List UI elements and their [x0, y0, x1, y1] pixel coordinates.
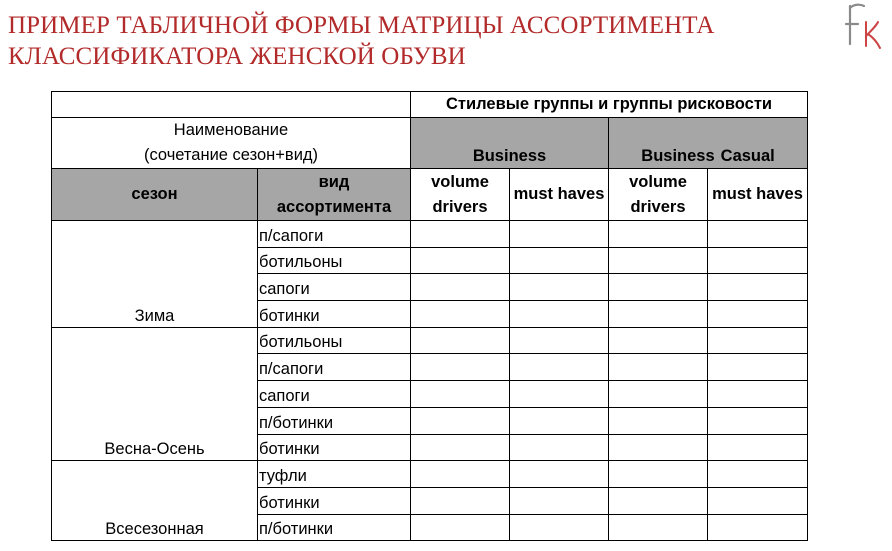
- type-cell: туфли: [258, 461, 411, 488]
- data-cell[interactable]: [708, 407, 808, 434]
- style-groups-header: Стилевые группы и группы рисковости: [411, 92, 808, 118]
- volume-line-1: volume: [629, 172, 687, 191]
- data-cell[interactable]: [411, 354, 510, 381]
- data-cell[interactable]: [609, 221, 708, 248]
- type-column-header-line-1: вид: [318, 172, 350, 191]
- data-cell[interactable]: [708, 221, 808, 248]
- data-cell[interactable]: [708, 301, 808, 328]
- group-business-header: Business: [411, 118, 609, 169]
- volume-line-2: drivers: [432, 197, 488, 216]
- business-must-haves-header: must haves: [510, 169, 609, 221]
- type-cell: ботинки: [258, 434, 411, 461]
- type-cell: п/сапоги: [258, 354, 411, 381]
- data-cell[interactable]: [510, 407, 609, 434]
- season-cell: Всесезонная: [52, 461, 258, 541]
- business-volume-drivers-header: [411, 169, 510, 221]
- data-cell[interactable]: [609, 487, 708, 514]
- type-column-header-line-2: ассортимента: [276, 197, 392, 216]
- data-cell[interactable]: [609, 461, 708, 488]
- data-cell[interactable]: [708, 327, 808, 354]
- data-cell[interactable]: [510, 327, 609, 354]
- data-cell[interactable]: [411, 407, 510, 434]
- volume-line-2: drivers: [630, 197, 686, 216]
- brand-logo-icon: [836, 0, 892, 56]
- data-cell[interactable]: [411, 434, 510, 461]
- page-title: [8, 10, 808, 72]
- season-cell: Весна-Осень: [52, 327, 258, 460]
- data-cell[interactable]: [609, 247, 708, 274]
- casual-must-haves-header: must haves: [708, 169, 808, 221]
- data-cell[interactable]: [609, 354, 708, 381]
- data-cell[interactable]: [411, 301, 510, 328]
- type-cell: п/ботинки: [258, 514, 411, 541]
- group-business-casual-header: [609, 118, 808, 169]
- data-cell[interactable]: [411, 247, 510, 274]
- table-row: [52, 461, 808, 488]
- data-cell[interactable]: [609, 274, 708, 301]
- volume-line-1: volume: [431, 172, 489, 191]
- type-cell: сапоги: [258, 381, 411, 408]
- type-cell: п/ботинки: [258, 407, 411, 434]
- data-cell[interactable]: [510, 274, 609, 301]
- header-row-1: [52, 92, 808, 118]
- casual-volume-drivers-header: [609, 169, 708, 221]
- title-line-2: КЛАССИФИКАТОРА ЖЕНСКОЙ ОБУВИ: [8, 43, 466, 70]
- name-header-line-1: Наименование: [173, 121, 289, 139]
- header-row-3: [52, 169, 808, 221]
- type-cell: сапоги: [258, 274, 411, 301]
- data-cell[interactable]: [708, 247, 808, 274]
- type-cell: ботильоны: [258, 247, 411, 274]
- data-cell[interactable]: [411, 221, 510, 248]
- data-cell[interactable]: [609, 514, 708, 541]
- data-cell[interactable]: [609, 301, 708, 328]
- data-cell[interactable]: [708, 354, 808, 381]
- data-cell[interactable]: [708, 514, 808, 541]
- group-business-casual-part-2: Casual: [720, 147, 775, 165]
- group-business-casual-part-1: Business: [641, 147, 715, 165]
- title-line-1: ПРИМЕР ТАБЛИЧНОЙ ФОРМЫ МАТРИЦЫ АССОРТИМЕНТА: [8, 12, 715, 39]
- table-row: [52, 327, 808, 354]
- name-header: [52, 118, 411, 169]
- type-cell: ботинки: [258, 487, 411, 514]
- type-cell: ботинки: [258, 301, 411, 328]
- assortment-matrix-table: [51, 91, 808, 541]
- table-row: [52, 221, 808, 248]
- type-cell: п/сапоги: [258, 221, 411, 248]
- data-cell[interactable]: [510, 354, 609, 381]
- data-cell[interactable]: [609, 407, 708, 434]
- data-cell[interactable]: [609, 381, 708, 408]
- data-cell[interactable]: [411, 381, 510, 408]
- data-cell[interactable]: [708, 381, 808, 408]
- data-cell[interactable]: [411, 487, 510, 514]
- data-cell[interactable]: [510, 301, 609, 328]
- data-cell[interactable]: [411, 274, 510, 301]
- data-cell[interactable]: [510, 434, 609, 461]
- data-cell[interactable]: [510, 461, 609, 488]
- data-cell[interactable]: [708, 461, 808, 488]
- data-cell[interactable]: [609, 327, 708, 354]
- data-cell[interactable]: [609, 434, 708, 461]
- data-cell[interactable]: [708, 274, 808, 301]
- type-cell: ботильоны: [258, 327, 411, 354]
- data-cell[interactable]: [510, 221, 609, 248]
- data-cell[interactable]: [708, 487, 808, 514]
- data-cell[interactable]: [510, 514, 609, 541]
- header-row-2: [52, 118, 808, 169]
- type-column-header: [258, 169, 411, 221]
- data-cell[interactable]: [510, 247, 609, 274]
- header-empty-cell: [52, 92, 411, 118]
- data-cell[interactable]: [411, 461, 510, 488]
- data-cell[interactable]: [708, 434, 808, 461]
- season-column-header: сезон: [52, 169, 258, 221]
- data-cell[interactable]: [510, 487, 609, 514]
- name-header-line-2: (сочетание сезон+вид): [143, 146, 319, 164]
- season-cell: Зима: [52, 221, 258, 328]
- data-cell[interactable]: [411, 514, 510, 541]
- data-cell[interactable]: [510, 381, 609, 408]
- data-cell[interactable]: [411, 327, 510, 354]
